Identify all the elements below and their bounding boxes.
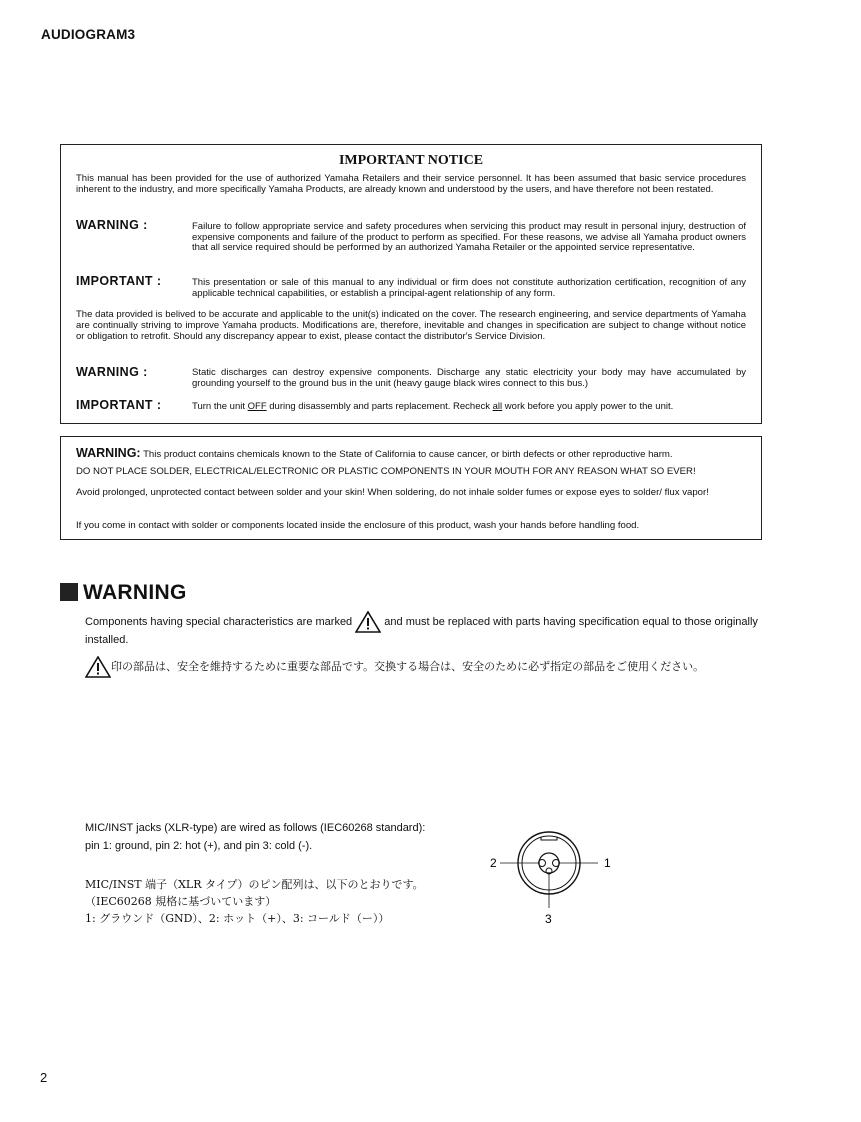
document-model-name: AUDIOGRAM3 xyxy=(41,27,136,42)
components-warning-heading: WARNING xyxy=(83,581,187,604)
xlr-pin-housing xyxy=(539,853,559,873)
mic-inst-japanese-line-1: MIC/INST 端子（XLR タイプ）のピン配列は、以下のとおりです。 xyxy=(85,878,424,891)
mic-inst-japanese-line-3: 1: グラウンド（GND）、2: ホット（+）、3: コールド（ー）） xyxy=(85,912,390,925)
warning-triangle-icon xyxy=(85,656,111,678)
important-text-sale: This presentation or sale of this manual to any individual or firm does not constitute authorization certification, recognition of any applicable technical capabilities, or establish a principal-agent relationship of any form. xyxy=(192,277,746,299)
components-warning-japanese: 印の部品は、安全を維持するために重要な部品です。交換する場合は、安全のために必ず指定の部品をご使用ください。 xyxy=(85,656,704,678)
california-line-4: If you come in contact with solder or components located inside the enclosure of this product, wash your hands before handling food. xyxy=(76,520,640,531)
pin-2-label: 2 xyxy=(490,856,497,870)
california-warning-box xyxy=(60,436,762,540)
mic-inst-description: MIC/INST jacks (XLR-type) are wired as follows (IEC60268 standard): xyxy=(85,822,426,834)
warning-text-service: Failure to follow appropriate service and safety procedures when servicing this product may result in personal injury, destruction of expensive components and failure of the product to perform as specified. For these reasons, we advise all Yamaha product owners that all service required should be performed by an authorized Yamaha Retailer or the appointed service representative. xyxy=(192,221,746,253)
california-warning-label: WARNING: xyxy=(76,446,141,460)
pin-1-label: 1 xyxy=(604,856,611,870)
warning-square-icon xyxy=(60,583,78,601)
warning-text-static: Static discharges can destroy expensive components. Discharge any static electricity your body may have accumulated by grounding yourself to the ground bus in the unit (heavy gauge black wires connect to this bus.) xyxy=(192,367,746,389)
california-line-3: Avoid prolonged, unprotected contact between solder and your skin! When soldering, do not inhale solder fumes or expose eyes to solder/ flux vapor! xyxy=(76,487,709,498)
notice-data-paragraph: The data provided is belived to be accurate and applicable to the unit(s) indicated on the cover. The research engineering, and service departments of Yamaha are continually striving to improve Yamaha products. Modifications are, therefore, inevitable and changes in specification are subject to change without notice or obligation to retrofit. Should any discrepancy appear to exist, please contact the distributor's Service Division. xyxy=(76,309,746,342)
all-underlined: all xyxy=(492,401,503,412)
warning-triangle-icon xyxy=(355,611,381,633)
off-underlined: OFF xyxy=(247,401,267,412)
xlr-latch-notch xyxy=(541,837,557,840)
notice-intro: This manual has been provided for the use of authorized Yamaha Retailers and their service personnel. It has been assumed that basic service procedures inherent to the industry, and more specifically Yamaha Products, are already known and understood by the users, and have therefore not been restated. xyxy=(76,173,746,195)
important-label-power: IMPORTANT : xyxy=(76,398,162,412)
components-warning-text: Components having special characteristics are marked and must be replaced with parts having specification equal to those originally installed. xyxy=(85,611,765,647)
important-text-power: Turn the unit OFF during disassembly and parts replacement. Recheck all work before you apply power to the unit. xyxy=(192,401,674,412)
warning-label-static: WARNING : xyxy=(76,365,148,379)
california-line-2: DO NOT PLACE SOLDER, ELECTRICAL/ELECTRONIC OR PLASTIC COMPONENTS IN YOUR MOUTH FOR ANY REASON WHAT SO EVER! xyxy=(76,466,696,477)
mic-inst-pin-assignment: pin 1: ground, pin 2: hot (+), and pin 3: cold (-). xyxy=(85,840,313,852)
notice-title: IMPORTANT NOTICE xyxy=(338,153,484,168)
important-notice-box xyxy=(60,144,762,424)
mic-inst-japanese-line-2: （IEC60268 規格に基づいています） xyxy=(85,895,277,908)
pin-3-label: 3 xyxy=(545,912,552,926)
xlr-connector-icon xyxy=(480,820,620,930)
california-line-1: WARNING: This product contains chemicals known to the State of California to cause cancer, or birth defects or other reproductive harm. xyxy=(76,446,673,460)
warning-label-service: WARNING : xyxy=(76,218,148,232)
important-label-sale: IMPORTANT : xyxy=(76,274,162,288)
page-number: 2 xyxy=(40,1070,48,1085)
